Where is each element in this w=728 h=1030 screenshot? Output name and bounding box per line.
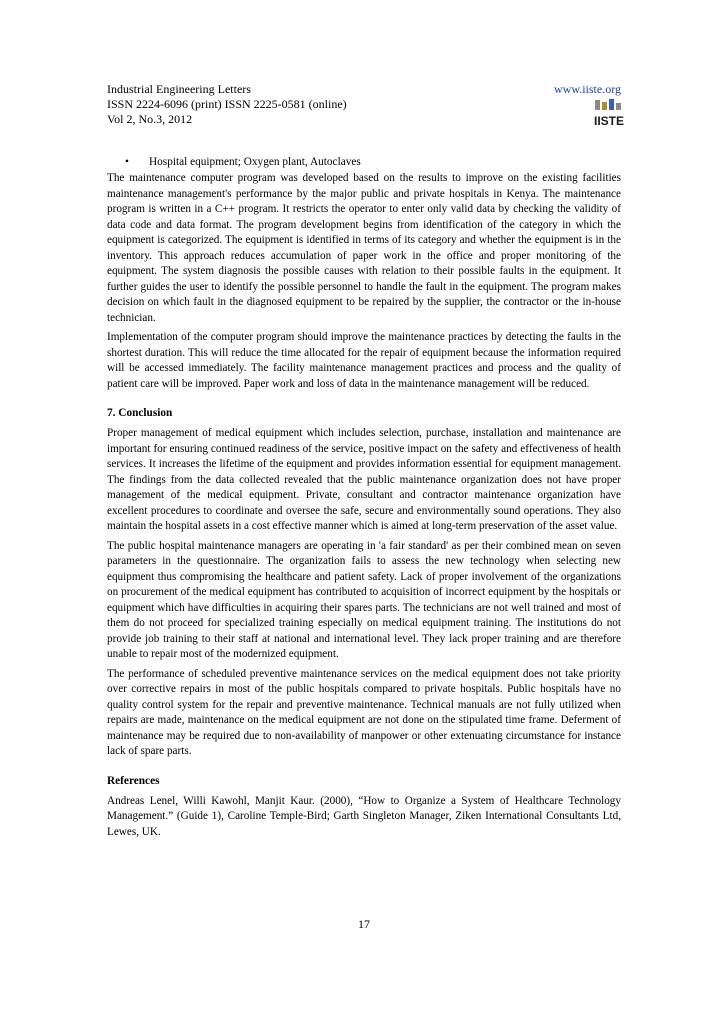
paragraph: The public hospital maintenance managers are operating in 'a fair standard' as per their combined mean on seven parameters in the questionnaire. The organization fails to assess the new technology when selecting new equipment thus compromising the healthcare and patient safety. Lack of proper involvement of the organizations on procurement of the medical equipment has contributed to acquisition of incorrect equipment by the hospitals or equipment which have difficulties in acquiring their spares parts. The technicians are not well trained and most of them do not proceed for specialized training especially on medical equipment training. The institutions do not provide job training to their staff at national and international level. They lack proper training and are therefore unable to repair most of the modernized equipment.: [107, 539, 621, 660]
journal-title: Industrial Engineering Letters: [107, 82, 251, 96]
issn-line: ISSN 2224-6096 (print) ISSN 2225-0581 (online): [107, 97, 347, 111]
iiste-logo: [594, 99, 624, 127]
running-header: [107, 82, 347, 127]
page-number: 17: [358, 917, 370, 931]
section-heading-references: References: [107, 774, 160, 787]
bullet-text: Hospital equipment; Oxygen plant, Autoclaves: [149, 156, 361, 168]
journal-url-link[interactable]: www.iiste.org: [554, 82, 621, 96]
bullet-icon: •: [125, 156, 129, 168]
svg-text:IISTE: IISTE: [594, 114, 624, 127]
main-text: [107, 171, 621, 844]
paragraph: Proper management of medical equipment which includes selection, purchase, installation and maintenance are important for ensuring continued readiness of the service, positive impact on the safety and effectiveness of health services. It increases the lifetime of the equipment and provides information essential for equipment management. The findings from the data collected revealed that the public maintenance organization does not have proper management of the medical equipment. Private, consultant and contractor maintenance organization have excellent procedures to coordinate and oversee the safe, secure and environmentally sound operations. They also maintain the hospital assets in a cost effective manner which is aimed at long-term preservation of the asset value.: [107, 427, 621, 532]
paragraph: The maintenance computer program was developed based on the results to improve on the existing facilities maintenance management's performance by the major public and private hospitals in Kenya. The maintenance program is written in a C++ program. It restricts the operator to enter only valid data by checking the validity of data code and data format. The program development begins from identification of the category in which the equipment is categorized. The equipment is identified in terms of its category and whether the equipment is in the inventory. This approach reduces accumulation of paper work in the office and proper monitoring of the equipment. The system diagnosis the possible causes with relation to their possible faults in the equipment. It further guides the user to identify the possible personnel to handle the fault in the equipment. The program makes decision on which fault in the diagnosed equipment to be repaired by the supplier, the contractor or the in-house technician.: [107, 172, 621, 324]
paragraph: The performance of scheduled preventive maintenance services on the medical equipment does not take priority over corrective repairs in most of the public hospitals compared to private hospitals. Public hospitals have no quality control system for the repair and preventive maintenance. Technical manuals are not fully utilized when repairs are made, maintenance on the medical equipment are not done on the stipulated time frame. Deferment of maintenance may be required due to non-availability of manpower or other extenuating circumstance for instance lack of spare parts.: [107, 667, 621, 757]
volume-line: Vol 2, No.3, 2012: [107, 112, 193, 126]
bullet-item: [125, 155, 361, 170]
section-heading-conclusion: 7. Conclusion: [107, 407, 173, 419]
reference-entry: Andreas Lenel, Willi Kawohl, Manjit Kaur. (2000), “How to Organize a System of Healthcare Technology Management.” (Guide 1), Caroline Temple-Bird; Garth Singleton Manager, Ziken International Consultants Ltd, Lewes, UK.: [107, 794, 621, 838]
paragraph: Implementation of the computer program should improve the maintenance practices by detecting the faults in the shortest duration. This will reduce the time allocated for the repair of equipment because the information required will be accessed immediately. The facility maintenance management practices and process and the quality of patient care will be improved. Paper work and loss of data in the maintenance management will be reduced.: [107, 331, 621, 390]
